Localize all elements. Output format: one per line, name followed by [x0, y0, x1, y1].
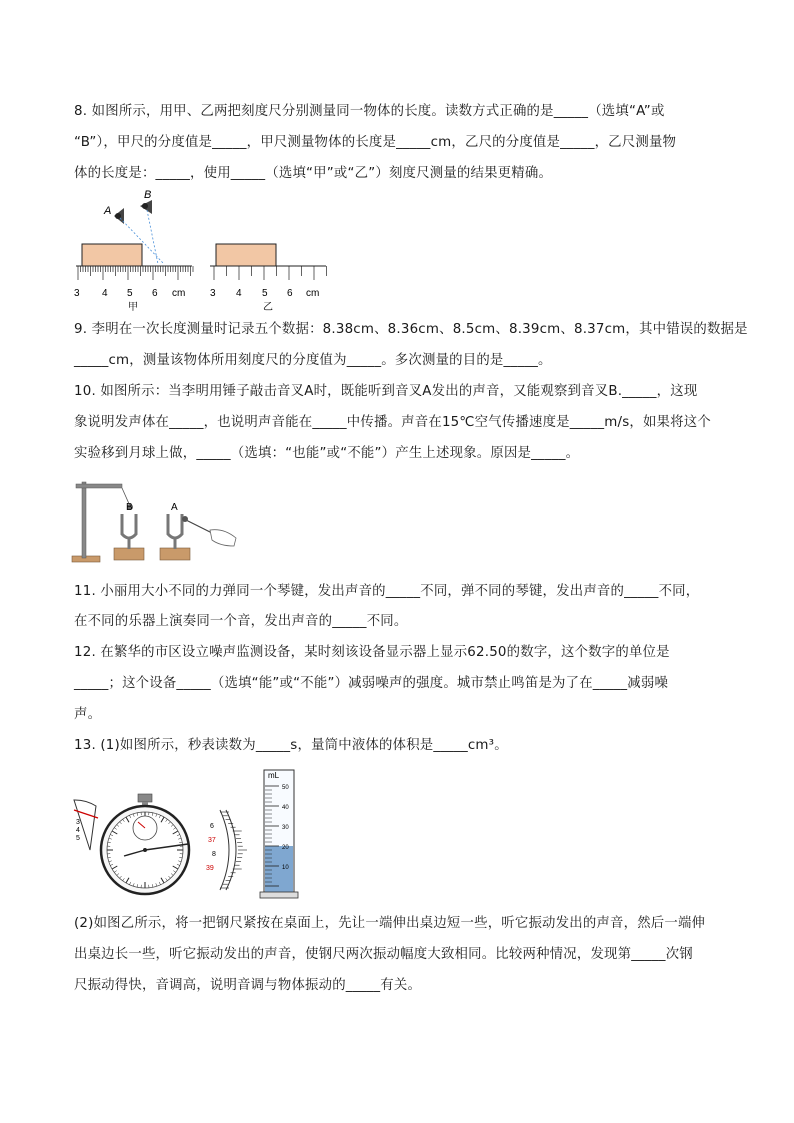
q10-tuning-fork-figure [68, 476, 240, 566]
fork-a-label: A [171, 502, 178, 513]
tick-label: 30 [282, 825, 289, 831]
measuring-cylinder-icon [260, 770, 298, 898]
q11-line-1: 11. 小丽用大小不同的力弹同一个琴键，发出声音的_____不同，弹不同的琴键，发出声音的_____不同， [74, 584, 700, 599]
tick-label: 39 [206, 865, 214, 872]
tick-label: 50 [282, 785, 289, 791]
dial-fragment-icon [74, 800, 98, 850]
eye-a-icon [114, 208, 124, 224]
q13-line-3: 出桌边长一些，听它振动发出的声音，使钢尺两次振动幅度大致相同。比较两种情况，发现第_____次钢 [74, 947, 693, 962]
tick-label: 6 [287, 288, 293, 299]
q13-stopwatch-figure [70, 792, 250, 902]
tick-label: 6 [152, 288, 158, 299]
tick-label: 3 [74, 288, 80, 299]
stopwatch-icon [101, 794, 189, 894]
tick-label: 3 [76, 819, 80, 826]
q8-line-1: 8. 如图所示，用甲、乙两把刻度尺分别测量同一物体的长度。读数方式正确的是_____（选填“A”或 [74, 104, 665, 119]
cylinder-unit: mL [268, 771, 280, 780]
ruler-yi-name: 乙 [263, 302, 273, 312]
q13-line-4: 尺振动得快，音调高，说明音调与物体振动的_____有关。 [74, 978, 422, 993]
tick-label: 10 [282, 865, 289, 871]
eye-b-label: B [144, 189, 152, 201]
q8-ruler-figure [70, 186, 330, 312]
tick-label: 5 [262, 288, 268, 299]
tick-label: 4 [236, 288, 242, 299]
eye-b-icon [140, 200, 152, 214]
eye-a-label: A [104, 205, 112, 217]
q10-line-1: 10. 如图所示：当李明用锤子敲击音叉A时，既能听到音叉A发出的声音，又能观察到音叉B._____，这现 [74, 384, 698, 399]
magnified-scale-icon [206, 810, 247, 890]
ruler-jia-name: 甲 [128, 302, 138, 312]
ruler-yi [210, 244, 327, 312]
q8-line-3: 体的长度是：_____，使用_____（选填“甲”或“乙”）刻度尺测量的结果更精确。 [74, 166, 553, 181]
q13-line-2: (2)如图乙所示，将一把钢尺紧按在桌面上，先让一端伸出桌边短一些，听它振动发出的声音，然后一端伸 [74, 916, 706, 931]
tick-label: cm [306, 288, 320, 299]
q10-line-3: 实验移到月球上做，_____（选填：“也能”或“不能”）产生上述现象。原因是_____。 [74, 446, 580, 461]
tick-label: 4 [102, 288, 108, 299]
tick-label: cm [172, 288, 186, 299]
tick-label: 3 [210, 288, 216, 299]
tick-label: 5 [127, 288, 133, 299]
ruler-jia-tick-labels [74, 288, 185, 299]
q9-line-1: 9. 李明在一次长度测量时记录五个数据：8.38cm、8.36cm、8.5cm、8.39cm、8.37cm，其中错误的数据是 [74, 322, 748, 337]
tick-label: 40 [282, 805, 289, 811]
tick-label: 20 [282, 845, 289, 851]
q12-line-2: _____；这个设备_____（选填“能”或“不能”）减弱噪声的强度。城市禁止鸣笛是为了在_____减弱噪 [74, 676, 669, 691]
tick-label: 6 [210, 823, 214, 830]
tick-label: 8 [212, 851, 216, 858]
q12-line-3: 声。 [74, 707, 102, 722]
tick-label: 37 [208, 837, 216, 844]
q12-line-1: 12. 在繁华的市区设立噪声监测设备，某时刻该设备显示器上显示62.50的数字，这个数字的单位是 [74, 645, 670, 660]
q9-line-2: _____cm，测量该物体所用刻度尺的分度值为_____。多次测量的目的是_____。 [74, 353, 552, 368]
q8-line-2: “B”），甲尺的分度值是_____，甲尺测量物体的长度是_____cm，乙尺的分度值是_____，乙尺测量物 [74, 135, 677, 150]
q10-line-2: 象说明发声体在_____，也说明声音能在_____中传播。声音在15℃空气传播速度是_____m/s，如果将这个 [74, 415, 711, 430]
q13-line-1: 13. (1)如图所示，秒表读数为_____s，量筒中液体的体积是_____cm³。 [74, 738, 508, 753]
tick-label: 4 [76, 827, 80, 834]
tick-label: 5 [76, 835, 80, 842]
ruler-yi-tick-labels [210, 288, 319, 299]
hammer-hand-icon [182, 516, 236, 546]
fork-b-label: B [126, 502, 133, 513]
q11-line-2: 在不同的乐器上演奏同一个音，发出声音的_____不同。 [74, 614, 408, 629]
ruler-jia [74, 244, 193, 312]
q13-cylinder-figure [256, 766, 306, 900]
